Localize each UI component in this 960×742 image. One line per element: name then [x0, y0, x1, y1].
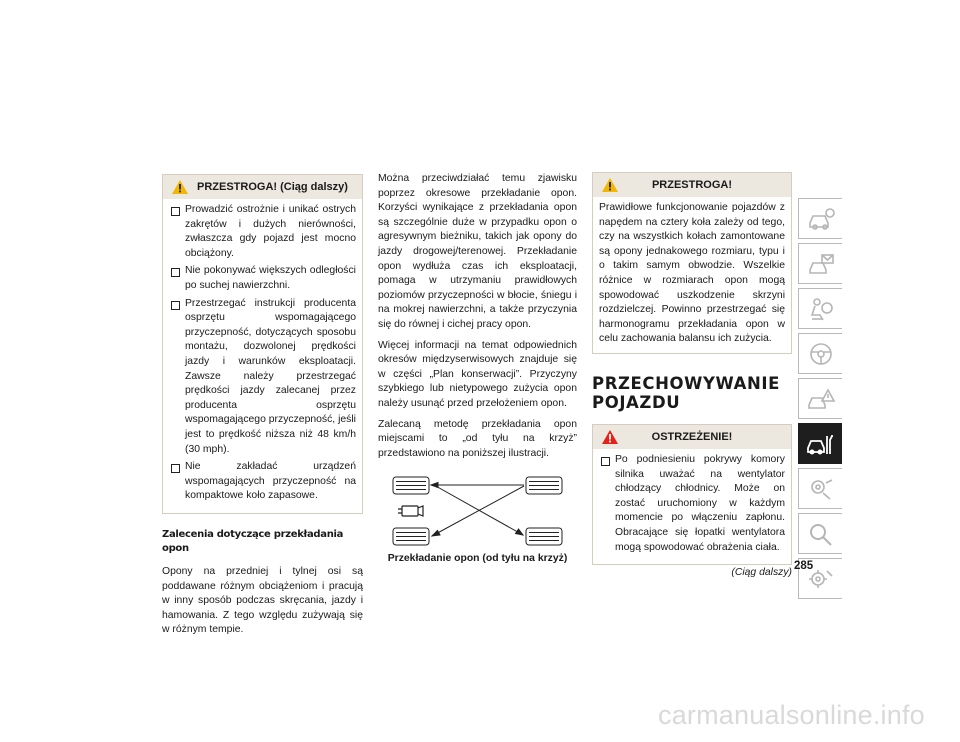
section-title-line-1: PRZECHOWYWANIE — [592, 373, 780, 393]
tab-airbag[interactable] — [798, 288, 842, 329]
steering-wheel-icon — [806, 340, 836, 368]
tire-rotation-diagram — [378, 475, 577, 550]
tab-messages[interactable] — [798, 243, 842, 284]
caution-item: Nie pokonywać większych odległości po suchej nawierzchni. — [169, 264, 356, 293]
caution-item: Prowadzić ostrożnie i unikać ostrych zakrętów i dużych nierówności, zwłaszcza gdy pojazd jest mocno obciążony. — [169, 203, 356, 261]
body-paragraph-1: Można przeciwdziałać temu zjawisku poprzez okresowe przekładanie opon. Korzyści wynikające z przekładania opon są szczególnie duże w przypadku opon o agresywnym bieżniku, takich jak opony do jazdy drogowej/terenowej. Przekładanie opon wydłuża czas ich eksploatacji, pomaga w utrzymaniu prawidłowych poziomów przyczepności w błocie, śniegu i na mokrej nawierzchni, a także przyczynia się do równej i cichej pracy opon. — [378, 173, 577, 330]
search-icon — [806, 520, 836, 548]
danger-list — [593, 449, 791, 564]
caution-item: Przestrzegać instrukcji producenta osprzętu wspomagającego przyczepność, dotyczących sposobu montażu, dozwolonej prędkości jazdy i warunków eksploatacji. Zawsze należy przestrzegać prędkości jazdy zalecanej przez producenta osprzętu wspomagającego przyczepność, jeśli jest to prędkość niższa niż 48 km/h (30 mph). — [169, 297, 356, 458]
caution-triangle-icon — [171, 179, 189, 195]
body-paragraph-3: Zalecaną metodę przekładania opon miejscami to „od tyłu na krzyż” przedstawiono na poniższej ilustracji. — [378, 418, 577, 459]
left-column — [162, 174, 363, 638]
danger-item: Po podniesieniu pokrywy komory silnika uważać na wentylator chłodzący chłodnicy. Może on zostać uruchomiony w każdym momencie po włączeniu zapłonu. Obracające się łopatki wentylatora mogą spowodować obrażenia ciała. — [599, 453, 785, 555]
caution-box-continued — [162, 174, 363, 514]
engine-icon — [398, 506, 423, 516]
tab-steering[interactable] — [798, 333, 842, 374]
tab-car-tools[interactable] — [798, 423, 842, 464]
tire-rotation-intro: Opony na przedniej i tylnej osi są poddawane różnym obciążeniom i pracują w inny sposób podczas skręcania, jazdy i hamowania. Z tego względu zużywają się w różnym tempie. — [162, 566, 363, 636]
tire-rear-left-icon — [393, 528, 429, 545]
caution-box-header — [593, 173, 791, 197]
caution-item: Nie zakładać urządzeń wspomagających przyczepność na kompaktowe koło zapasowe. — [169, 460, 356, 504]
message-icon — [806, 250, 836, 278]
tab-service[interactable] — [798, 468, 842, 509]
figure-caption: Przekładanie opon (od tyłu na krzyż) — [387, 553, 568, 565]
tab-car-info[interactable] — [798, 198, 842, 239]
section-title-line-2: POJAZDU — [592, 392, 681, 412]
middle-column — [378, 172, 577, 567]
chapter-tabs — [798, 198, 842, 603]
page-number: 285 — [794, 560, 814, 572]
car-tools-icon — [806, 430, 836, 458]
caution-list — [163, 199, 362, 513]
tire-front-left-icon — [393, 477, 429, 494]
body-paragraph-2: Więcej informacji na temat odpowiednich okresów międzyserwisowych znajduje się w części „Plan konserwacji”. Przyczyny szybkiego lub nietypowego zużycia opon należy usunąć przed przełożeniem opon. — [378, 339, 577, 409]
warning-car-icon — [806, 385, 836, 413]
caution-box — [592, 172, 792, 354]
danger-box-title: OSTRZEŻENIE! — [651, 430, 733, 443]
tire-rotation-subheading: Zalecenia dotyczące przekładania opon — [162, 528, 344, 555]
watermark: carmanualsonline.info — [658, 700, 925, 730]
caution-box-header — [163, 175, 362, 199]
tire-front-right-icon — [526, 477, 562, 494]
tab-search[interactable] — [798, 513, 842, 554]
caution-text: Prawidłowe funkcjonowanie pojazdów z napędem na cztery koła zależy od tego, czy na wszystkich kołach zamontowane są opony jednakowego rozmiaru, typu i o takim samym obwodzie. Wszelkie różnice w rozmiarach opon mogą spowodować uszkodzenie skrzyni rozdzielczej. Powinno przestrzegać się harmonogramu przekładania opon w celu zachowania balansu ich zużycia. — [599, 202, 785, 345]
caution-box-title: PRZESTROGA! (Ciąg dalszy) — [197, 180, 348, 193]
caution-box-title: PRZESTROGA! — [651, 178, 733, 191]
danger-box — [592, 424, 792, 565]
section-title — [592, 374, 792, 412]
danger-box-header — [593, 425, 791, 449]
continued-note: (Ciąg dalszy) — [731, 567, 792, 579]
car-info-icon — [806, 205, 836, 233]
rotation-arrows — [431, 483, 524, 537]
tire-rear-right-icon — [526, 528, 562, 545]
tab-warning-car[interactable] — [798, 378, 842, 419]
service-icon — [806, 475, 836, 503]
right-column — [592, 172, 792, 581]
airbag-icon — [806, 295, 836, 323]
